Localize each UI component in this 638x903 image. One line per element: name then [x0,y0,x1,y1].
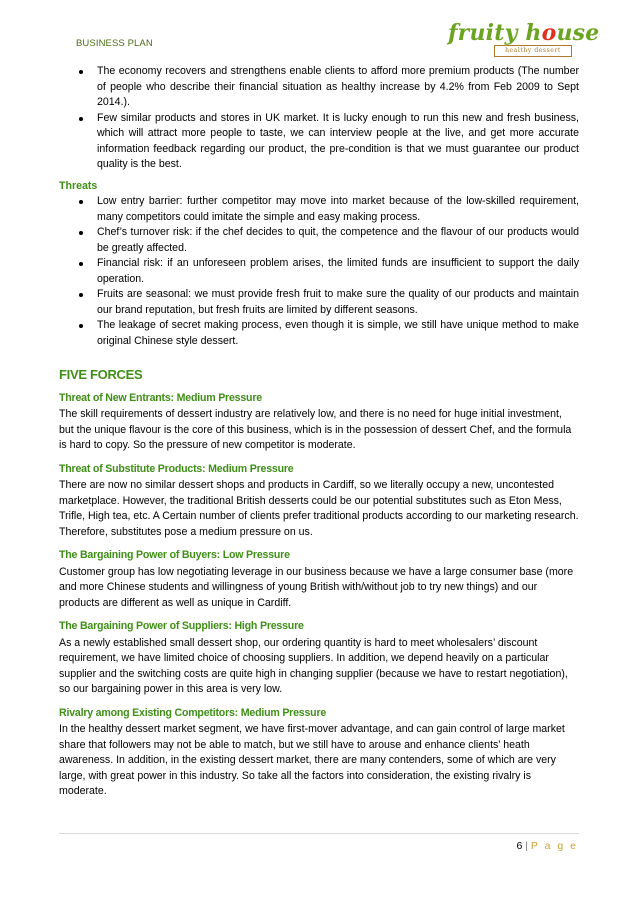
opportunities-list [59,64,579,173]
page-number: 6 [516,840,523,852]
threats-heading: Threats [59,179,98,192]
running-header: BUSINESS PLAN [76,38,153,49]
footer-separator: | [525,840,528,852]
buyers-paragraph: Customer group has low negotiating leverage in our business because we have a large consumer base (more and more Chinese students and willingness of young British with/without job to try new things) and our products are different as well as unique in Cardiff. [59,565,574,609]
list-item: Few similar products and stores in UK market. It is lucky enough to run this new and fresh business, which will attract more people to taste, we can interview people at the live, and get more accurate information feedback regarding our product, the pre-condition is that we must guarantee our product quality is the best. [59,111,579,173]
list-item: Chef’s turnover risk: if the chef decides to quit, the competence and the flavour of our products would be greatly affected. [59,225,579,256]
page-word: P a g e [530,840,578,852]
logo-tagline: healthy dessert [494,45,572,57]
list-item: Financial risk: if an unforeseen problem arises, the limited funds are insufficient to support the daily operation. [59,256,579,287]
substitutes-heading: Threat of Substitute Products: Medium Pressure [59,462,294,475]
logo-wordmark: fruity house [448,20,600,46]
page-body [59,64,579,800]
brand-logo [448,20,600,58]
rivalry-paragraph: In the healthy dessert market segment, we have first-mover advantage, and can gain control of large market share that followers may not be able to match, but we still have to arouse and enhance clients’ heath awareness. In addition, in the existing dessert market, there are many contenders, some of which are very large, with great power in this industry. So take all the factors into consideration, the existing rivalry is moderate. [59,723,565,797]
new-entrants-paragraph: The skill requirements of dessert industry are relatively low, and there is no need for huge initial investment, but the unique flavour is the core of this business, which is in the possession of dessert Chef, and the formula is hard to copy. So the pressure of new competitor is moderate. [59,408,572,451]
suppliers-heading: The Bargaining Power of Suppliers: High Pressure [59,620,304,632]
new-entrants-heading: Threat of New Entrants: Medium Pressure [59,391,262,404]
page-footer [516,840,578,852]
suppliers-paragraph: As a newly established small dessert shop, our ordering quantity is hard to meet wholesalers’ discount requirement, we have limited choice of choosing suppliers. In addition, we depend heavily on a particular supplier and the switching costs are quite high in changing supplier (because we have to restart negotiation), so our bargaining power in this area is very low. [59,636,568,695]
footer-divider [59,833,579,834]
list-item: Fruits are seasonal: we must provide fresh fruit to make sure the quality of our products and maintain our brand reputation, but fresh fruits are limited by different seasons. [59,287,579,318]
five-forces-heading: FIVE FORCES [59,367,143,382]
substitutes-paragraph: There are now no similar dessert shops and products in Cardiff, so we literally occupy a new, uncontested marketplace. However, the traditional British desserts could be our potential substitutes such as Eton Mess, Trifle, High tea, etc. A Certain number of clients prefer traditional products according to our marketing research. Therefore, substitutes pose a medium pressure on us. [59,479,579,538]
rivalry-heading: Rivalry among Existing Competitors: Medium Pressure [59,706,327,719]
list-item: The economy recovers and strengthens enable clients to afford more premium products (The number of people who describe their financial situation as healthy increase by 4.2% from Feb 2009 to Sept 2014.). [59,64,579,111]
buyers-heading: The Bargaining Power of Buyers: Low Pressure [59,549,290,561]
list-item: The leakage of secret making process, even though it is simple, we still have unique method to make original Chinese style dessert. [59,318,579,349]
threats-list [59,194,579,349]
list-item: Low entry barrier: further competitor may move into market because of the low-skilled requirement, many competitors could imitate the simple and easy making process. [59,194,579,225]
